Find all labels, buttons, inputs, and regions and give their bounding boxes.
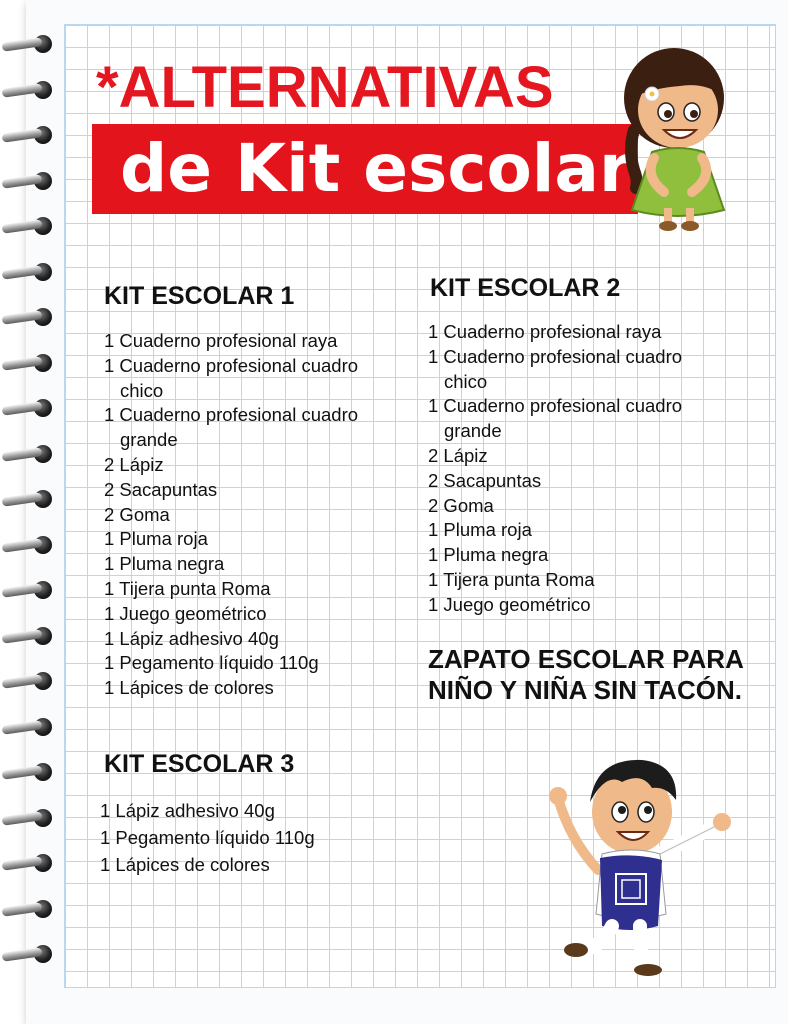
list-item: 1 Tijera punta Roma — [428, 568, 595, 590]
spiral-ring — [0, 713, 60, 741]
spiral-ring — [0, 804, 60, 832]
spiral-ring — [0, 758, 60, 786]
spiral-ring — [0, 849, 60, 877]
list-item: 1 Pegamento líquido 110g — [104, 652, 319, 674]
list-item: 1 Cuaderno profesional cuadro grande — [104, 404, 359, 451]
list-item: 1 Lápiz adhesivo 40g — [100, 800, 275, 821]
list-item: 2 Goma — [428, 494, 494, 516]
spiral-ring — [0, 167, 60, 195]
spiral-ring — [0, 212, 60, 240]
list-item: 2 Sacapuntas — [428, 469, 542, 491]
kit-1-title: KIT ESCOLAR 1 — [104, 282, 295, 310]
spiral-binding — [0, 0, 60, 1024]
list-item: 2 Sacapuntas — [104, 478, 218, 500]
spiral-ring — [0, 76, 60, 104]
list-item: 1 Cuaderno profesional cuadro grande — [428, 395, 683, 442]
list-item: 1 Cuaderno profesional raya — [104, 330, 338, 351]
list-item: 2 Lápiz — [104, 453, 164, 475]
kit-3-title: KIT ESCOLAR 3 — [104, 750, 295, 778]
title-alternativas: *ALTERNATIVAS — [96, 55, 554, 120]
spiral-ring — [0, 940, 60, 968]
spiral-ring — [0, 258, 60, 286]
spiral-ring — [0, 121, 60, 149]
kit-1-list — [104, 329, 404, 701]
list-item: 1 Tijera punta Roma — [104, 577, 271, 599]
list-item: 2 Goma — [104, 503, 170, 525]
list-item: 1 Lápices de colores — [104, 677, 274, 699]
list-item: 1 Pluma negra — [104, 553, 225, 575]
shoe-note: ZAPATO ESCOLAR PARA NIÑO Y NIÑA SIN TACÓN. — [428, 644, 743, 705]
spiral-ring — [0, 622, 60, 650]
spiral-ring — [0, 394, 60, 422]
spiral-ring — [0, 667, 60, 695]
boy-illustration — [540, 750, 740, 980]
spiral-ring — [0, 576, 60, 604]
list-item: 1 Cuaderno profesional cuadro chico — [104, 354, 359, 401]
spiral-ring — [0, 349, 60, 377]
list-item: 2 Lápiz — [428, 444, 488, 466]
list-item: 1 Cuaderno profesional cuadro chico — [428, 345, 683, 392]
list-item: 1 Pegamento líquido 110g — [100, 827, 315, 848]
kit-2-list — [428, 320, 728, 618]
spiral-ring — [0, 440, 60, 468]
list-item: 1 Pluma roja — [428, 519, 532, 541]
girl-illustration — [612, 40, 744, 232]
spiral-ring — [0, 303, 60, 331]
kit-2-title: KIT ESCOLAR 2 — [430, 274, 621, 302]
list-item: 1 Juego geométrico — [428, 593, 591, 615]
list-item: 1 Cuaderno profesional raya — [428, 321, 662, 342]
list-item: 1 Lápiz adhesivo 40g — [104, 627, 279, 649]
spiral-ring — [0, 531, 60, 559]
spiral-ring — [0, 485, 60, 513]
list-item: 1 Pluma roja — [104, 528, 208, 550]
spiral-ring — [0, 30, 60, 58]
kit-3-list — [100, 797, 400, 878]
title-kit-escolar: de Kit escolar — [120, 130, 632, 207]
list-item: 1 Lápices de colores — [100, 854, 270, 875]
list-item: 1 Juego geométrico — [104, 602, 267, 624]
list-item: 1 Pluma negra — [428, 544, 549, 566]
spiral-ring — [0, 895, 60, 923]
